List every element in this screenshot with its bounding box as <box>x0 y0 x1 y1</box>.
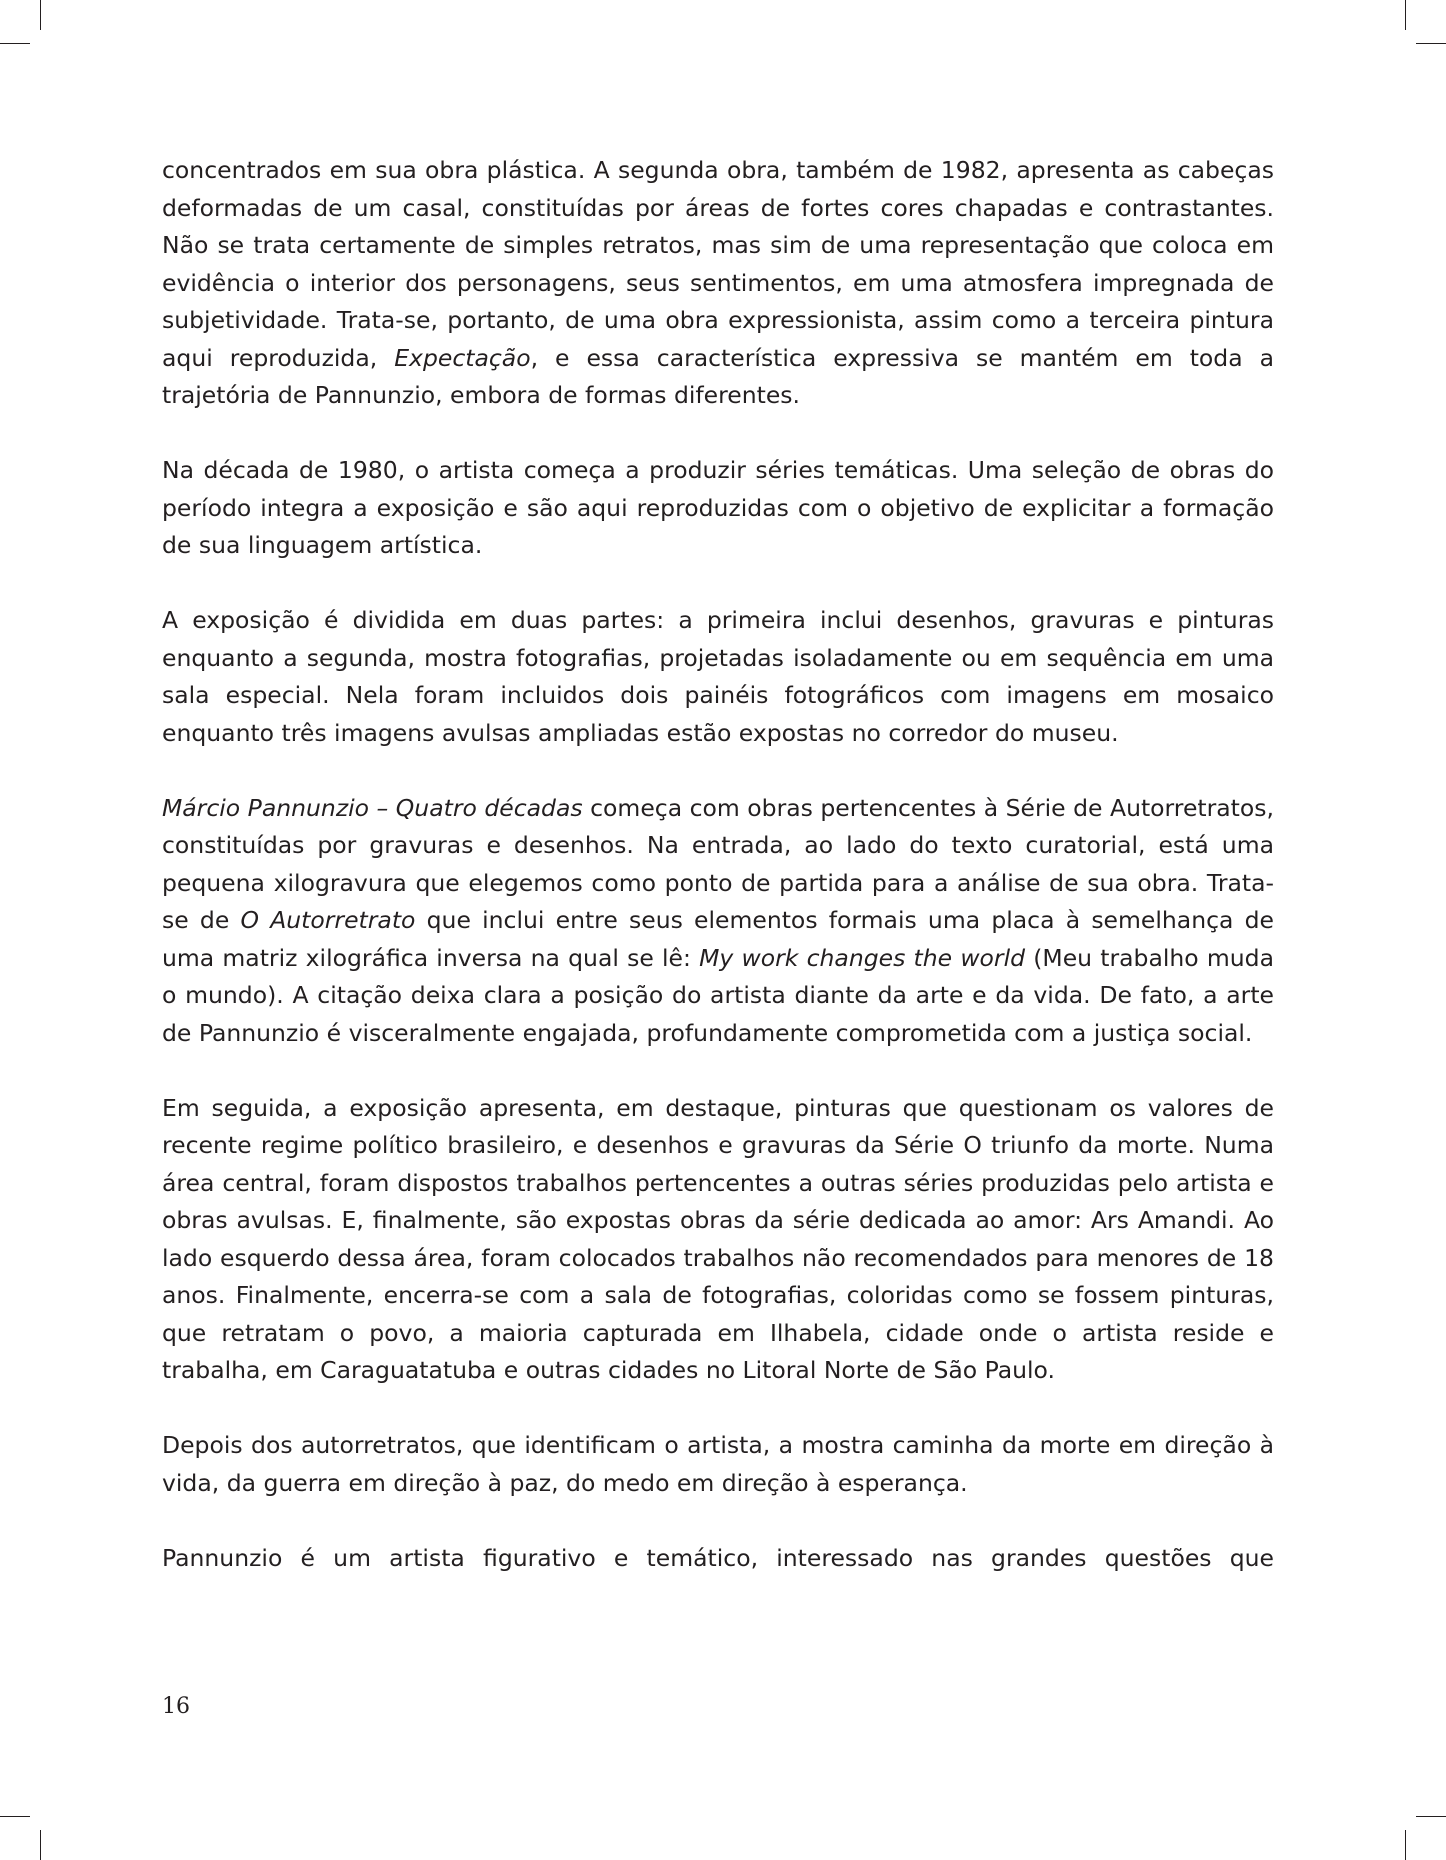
paragraph-text: A exposição é dividida em duas partes: a primeira inclui desenhos, gravuras e pinturas enquanto a segunda, mostra fotografias, projetadas isoladamente ou em sequência em uma sala especial. Nela foram incluidos dois painéis fotográficos com imagens em mosaico enquanto três imagens avulsas ampliadas estão expostas no corredor do museu. <box>162 606 1274 747</box>
paragraph-4 <box>162 790 1274 1053</box>
paragraph-7 <box>162 1540 1274 1578</box>
paragraph-6 <box>162 1427 1274 1502</box>
paragraph-5 <box>162 1090 1274 1390</box>
paragraph-text: , e essa característica expressiva se mantém em toda a trajetória de Pannunzio, embora de formas diferentes. <box>162 343 1275 409</box>
crop-mark-top-left-vertical <box>40 0 41 30</box>
crop-mark-top-right-vertical <box>1405 0 1406 30</box>
crop-mark-bottom-right-horizontal <box>1416 1816 1446 1817</box>
paragraph-text: (Meu trabalho muda o mundo). A citação deixa clara a posição do artista diante da arte e da vida. De fato, a arte de Pannunzio é visceralmente engajada, profundamente comprometida com a justiça social. <box>162 943 1274 1047</box>
italic-quote: My work changes the world <box>699 943 1026 972</box>
crop-mark-top-left-horizontal <box>0 43 30 44</box>
paragraph-text: concentrados em sua obra plástica. A segunda obra, também de 1982, apresenta as cabeças deformadas de um casal, constituídas por áreas de fortes cores chapadas e contrastantes. Não se trata certamente de simples retratos, mas sim de uma representação que coloca em evidência o interior dos personagens, seus sentimentos, em uma atmosfera impregnada de subjetividade. Trata-se, portanto, de uma obra expressionista, assim como a terceira pintura aqui reproduzida, <box>162 156 1274 372</box>
paragraph-3 <box>162 602 1274 752</box>
crop-mark-bottom-left-horizontal <box>0 1816 30 1817</box>
paragraph-text: Em seguida, a exposição apresenta, em destaque, pinturas que questionam os valores de recente regime político brasileiro, e desenhos e gravuras da Série O triunfo da morte. Numa área central, foram dispostos trabalhos pertencentes a outras séries produzidas pelo artista e obras avulsas. E, finalmente, são expostas obras da série dedicada ao amor: Ars Amandi. Ao lado esquerdo dessa área, foram colocados trabalhos não recomendados para menores de 18 anos. Finalmente, encerra-se com a sala de fotografias, coloridas como se fossem pinturas, que retratam o povo, a maioria capturada em Ilhabela, cidade onde o artista reside e trabalha, em Caraguatatuba e outras cidades no Litoral Norte de São Paulo. <box>162 1093 1274 1384</box>
paragraph-text: Pannunzio é um artista figurativo e temático, interessado nas grandes questões que <box>162 1543 1274 1572</box>
crop-mark-bottom-right-vertical <box>1405 1830 1406 1860</box>
paragraph-1 <box>162 152 1274 415</box>
page-number: 16 <box>162 1694 190 1719</box>
crop-mark-bottom-left-vertical <box>40 1830 41 1860</box>
italic-title: Expectação <box>394 343 531 372</box>
paragraph-text: Depois dos autorretratos, que identificam o artista, a mostra caminha da morte em direção à vida, da guerra em direção à paz, do medo em direção à esperança. <box>162 1431 1274 1497</box>
body-text <box>162 152 1274 1577</box>
paragraph-text: que inclui entre seus elementos formais uma placa à semelhança de uma matriz xilográfica inversa na qual se lê: <box>162 906 1274 972</box>
crop-mark-top-right-horizontal <box>1416 43 1446 44</box>
paragraph-2 <box>162 452 1274 565</box>
italic-title: O Autorretrato <box>240 906 416 934</box>
italic-title: Márcio Pannunzio – Quatro décadas <box>162 793 583 822</box>
paragraph-text: começa com obras pertencentes à Série de Autorretratos, constituídas por gravuras e desenhos. Na entrada, ao lado do texto curatorial, está uma pequena xilogravura que elegemos como ponto de partida para a análise de sua obra. Trata-se de <box>162 793 1274 934</box>
paragraph-text: Na década de 1980, o artista começa a produzir séries temáticas. Uma seleção de obras do período integra a exposição e são aqui reproduzidas com o objetivo de explicitar a formação de sua linguagem artística. <box>162 456 1274 559</box>
